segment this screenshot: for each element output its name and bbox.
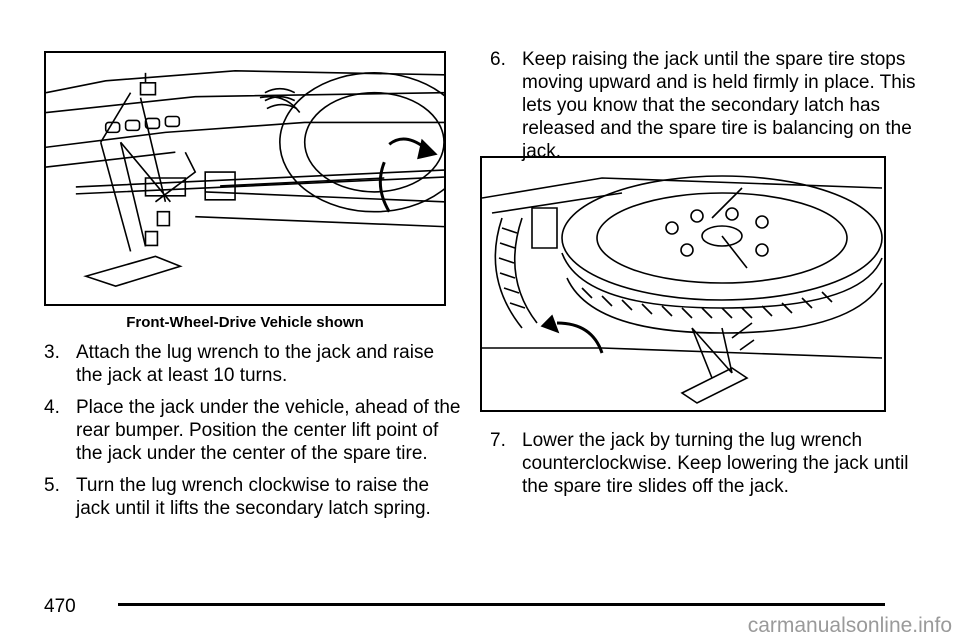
instruction-step-5 [44,474,464,520]
instruction-step-4 [44,396,464,465]
page-number: 470 [44,596,76,617]
jack-illustration-front-wheel-drive [44,51,446,306]
instruction-step-3 [44,341,464,387]
spare-tire-drawing [482,158,884,410]
step-text: Attach the lug wrench to the jack and raise the jack at least 10 turns. [76,342,435,386]
figure-caption: Front-Wheel-Drive Vehicle shown [126,314,364,331]
instruction-list-right-top [490,48,930,172]
spare-tire-on-jack-illustration [480,156,886,412]
jack-and-wrench-drawing [46,53,444,304]
step-number: 4. [44,397,60,418]
step-number: 6. [490,49,506,70]
instruction-list-right-bottom [490,429,930,507]
watermark: carmanualsonline.info [747,614,952,637]
instruction-list-left [44,341,464,529]
step-number: 7. [490,430,506,451]
step-number: 5. [44,475,60,496]
step-text: Lower the jack by turning the lug wrench counterclockwise. Keep lowering the jack until the spare tire slides off the jack. [522,430,909,497]
instruction-step-6 [490,48,930,163]
footer-divider [118,603,885,606]
instruction-step-7 [490,429,930,498]
step-text: Turn the lug wrench clockwise to raise the jack until it lifts the secondary latch spring. [76,475,431,519]
step-text: Place the jack under the vehicle, ahead of the rear bumper. Position the center lift point of the jack under the center of the spare tire. [76,397,461,464]
step-text: Keep raising the jack until the spare tire stops moving upward and is held firmly in place. This lets you know that the secondary latch has released and the spare tire is balancing on the jack. [522,49,916,162]
step-number: 3. [44,342,60,363]
